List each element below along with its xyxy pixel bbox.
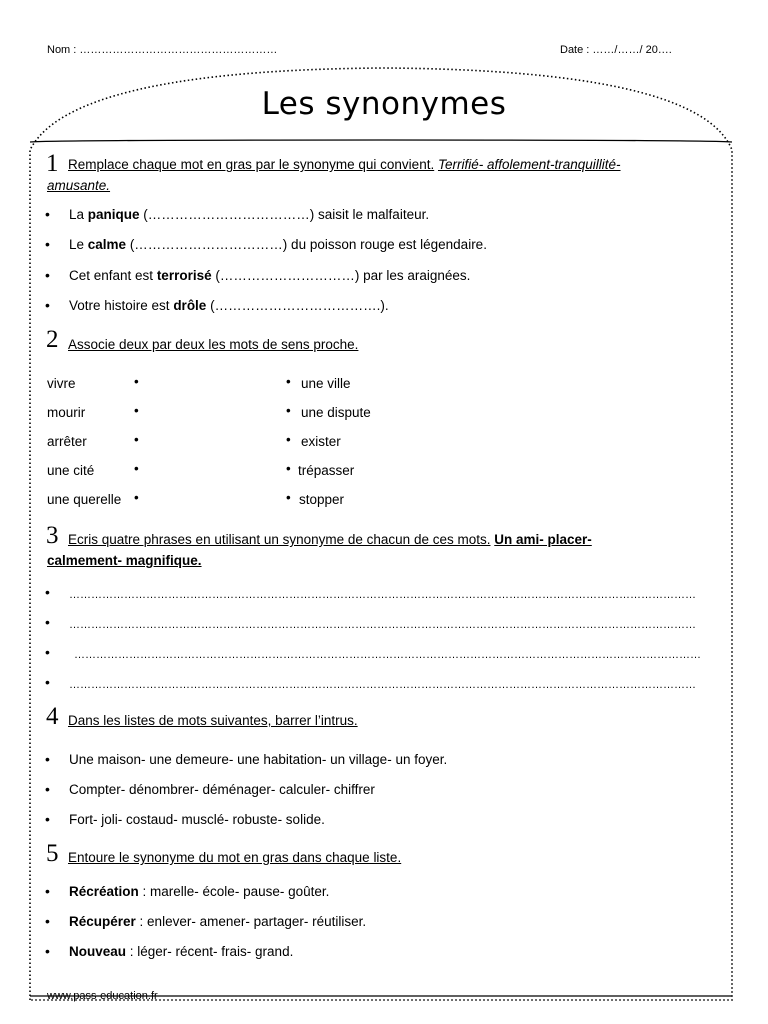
ex2-right-dot[interactable]: • — [286, 432, 291, 447]
ex1-number: 1 — [46, 150, 59, 177]
ex1-item-bold: panique — [87, 207, 140, 222]
ex1-item-pre: La — [69, 207, 88, 222]
ex3-answer-line[interactable]: ……………………………………………………………………………………………………………………………………………………… — [69, 619, 696, 631]
ex1-instruction — [68, 157, 621, 172]
ex2-left-dot[interactable]: • — [134, 490, 139, 505]
ex1-item — [69, 298, 389, 313]
ex3-word-list: Un ami- placer- — [494, 532, 592, 547]
ex1-item — [69, 207, 429, 222]
ex3-answer-line[interactable]: ……………………………………………………………………………………………………………………………………………………… — [69, 679, 696, 691]
ex3-number: 3 — [46, 522, 59, 549]
ex5-item-post: : enlever- amener- partager- réutiliser. — [135, 914, 367, 929]
ex1-item — [69, 268, 470, 283]
date-field: Date : ……/……/ 20…. — [560, 44, 672, 56]
ex2-right-dot[interactable]: • — [286, 403, 291, 418]
ex2-left-dot[interactable]: • — [134, 374, 139, 389]
ex1-item-bold: drôle — [173, 298, 207, 313]
ex5-item — [69, 884, 329, 899]
ex2-left-dot[interactable]: • — [134, 432, 139, 447]
ex2-right-word: une ville — [301, 376, 351, 391]
ex3-word-list-2: calmement- magnifique. — [47, 553, 202, 568]
ex5-bullet: • — [45, 883, 50, 899]
ex2-right-dot[interactable]: • — [286, 374, 291, 389]
page-title: Les synonymes — [261, 86, 507, 122]
ex1-bullet: • — [45, 236, 50, 252]
ex5-item-bold: Récupérer — [69, 914, 136, 929]
ex2-right-word: une dispute — [301, 405, 371, 420]
ex1-item-pre: Le — [69, 237, 88, 252]
ex2-left-word: une querelle — [47, 492, 122, 507]
ex1-item-bold: calme — [87, 237, 127, 252]
ex3-answer-line[interactable]: ……………………………………………………………………………………………………………………………………………………… — [74, 649, 701, 661]
ex5-item-bold: Récréation — [69, 884, 139, 899]
ex2-right-word: trépasser — [298, 463, 355, 478]
ex3-instruction-text: Ecris quatre phrases en utilisant un synonyme de chacun de ces mots. — [68, 532, 491, 547]
ex4-instruction: Dans les listes de mots suivantes, barrer l’intrus. — [68, 713, 358, 728]
ex1-item-bold: terrorisé — [156, 268, 212, 283]
ex1-item-pre: Cet enfant est — [69, 268, 157, 283]
ex3-instruction — [68, 532, 592, 547]
ex1-word-list-2: amusante. — [47, 178, 111, 193]
ex1-bullet: • — [45, 297, 50, 313]
ex1-bullet: • — [45, 267, 50, 283]
ex2-right-dot[interactable]: • — [286, 490, 291, 505]
ex4-bullet: • — [45, 811, 50, 827]
ex2-left-word: vivre — [47, 376, 76, 391]
ex4-bullet: • — [45, 751, 50, 767]
ex4-bullet: • — [45, 781, 50, 797]
footer-website: www.pass-education.fr — [47, 990, 158, 1002]
ex1-instruction-text: Remplace chaque mot en gras par le synonyme qui convient. — [68, 157, 435, 172]
ex2-left-dot[interactable]: • — [134, 461, 139, 476]
ex1-bullet: • — [45, 206, 50, 222]
ex5-bullet: • — [45, 913, 50, 929]
ex1-item — [69, 237, 487, 252]
ex5-bullet: • — [45, 943, 50, 959]
ex1-item-post: (……………………………….). — [206, 298, 389, 313]
ex1-item-pre: Votre histoire est — [69, 298, 174, 313]
ex4-number: 4 — [46, 703, 59, 730]
ex2-left-word: une cité — [47, 463, 95, 478]
ex5-number: 5 — [46, 840, 59, 867]
ex2-instruction: Associe deux par deux les mots de sens proche. — [68, 337, 359, 352]
ex3-answer-line[interactable]: ……………………………………………………………………………………………………………………………………………………… — [69, 589, 696, 601]
ex4-item: Fort- joli- costaud- musclé- robuste- solide. — [69, 812, 325, 827]
ex5-instruction: Entoure le synonyme du mot en gras dans chaque liste. — [68, 850, 402, 865]
ex1-word-list: Terrifié- affolement-tranquillité- — [437, 157, 621, 172]
name-field: Nom : ……………………………………………… — [47, 44, 278, 56]
ex1-item-post: (………………………………) saisit le malfaiteur. — [139, 207, 430, 222]
ex2-right-dot[interactable]: • — [286, 461, 291, 476]
ex4-item: Une maison- une demeure- une habitation- un village- un foyer. — [69, 752, 448, 767]
ex5-item-post: : léger- récent- frais- grand. — [126, 944, 294, 959]
ex5-item-post: : marelle- école- pause- goûter. — [138, 884, 330, 899]
ex3-bullet: • — [45, 584, 50, 600]
ex3-bullet: • — [45, 644, 50, 660]
ex2-left-word: mourir — [47, 405, 86, 420]
ex5-item-bold: Nouveau — [69, 944, 127, 959]
ex1-item-post: (…………………………) par les araignées. — [211, 268, 471, 283]
ex3-bullet: • — [45, 614, 50, 630]
ex4-item: Compter- dénombrer- déménager- calculer- chiffrer — [69, 782, 375, 797]
ex1-item-post: (……………………………) du poisson rouge est légendaire. — [126, 237, 487, 252]
ex5-item — [69, 944, 293, 959]
ex2-left-word: arrêter — [47, 434, 87, 449]
ex2-number: 2 — [46, 326, 59, 353]
ex2-right-word: stopper — [299, 492, 345, 507]
ex5-item — [69, 914, 366, 929]
ex2-right-word: existe‌r — [301, 434, 341, 449]
ex2-left-dot[interactable]: • — [134, 403, 139, 418]
ex3-bullet: • — [45, 674, 50, 690]
